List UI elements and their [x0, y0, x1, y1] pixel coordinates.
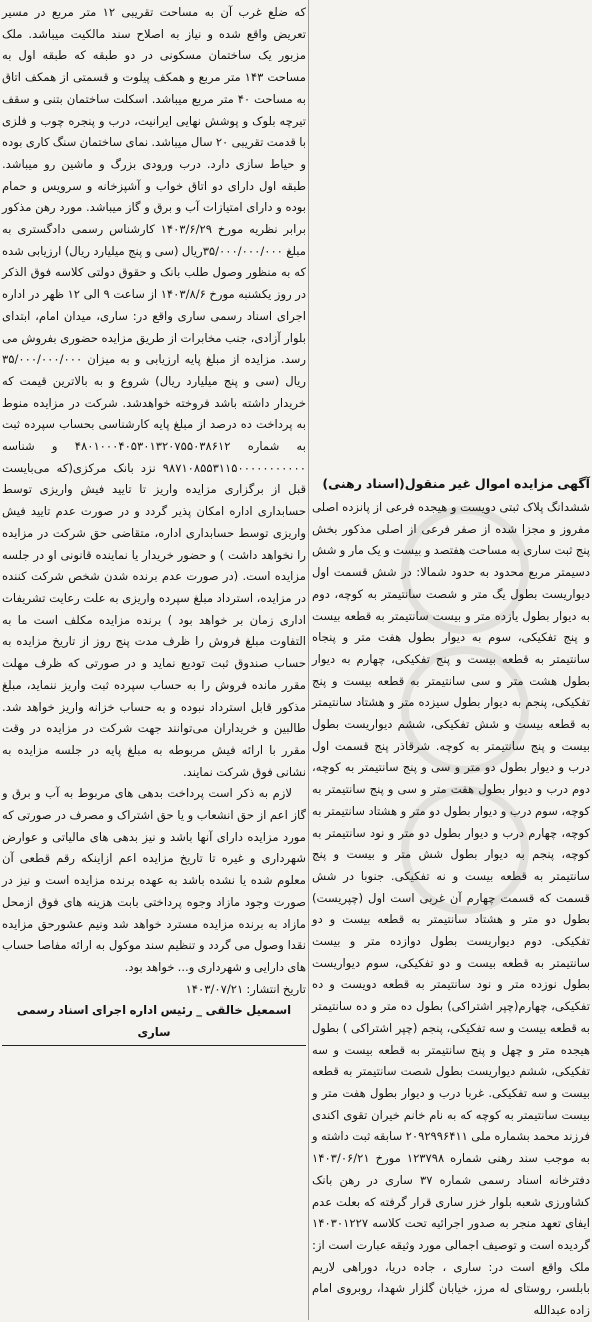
signature: اسمعیل خالقی _ رئیس اداره اجرای اسناد رسمی ساری: [2, 1000, 306, 1045]
left-paragraph-2: لازم به ذکر است پرداخت بدهی های مربوط به آب و برق و گاز اعم از حق انشعاب و یا حق اشتراک و مصرف در صورتی که مورد مزایده دارای آنها باشد و نیز بدهی های مالیاتی و عوارض شهرداری و غیره تا تاریخ مزایده اعم ازاینکه رقم قطعی آن معلوم شده یا نشده باشد به عهده برنده مزایده است و نیز در صورت وجود مازاد وجوه پرداختی بابت هزینه های فوق ازمحل مازاد به برنده مزایده مسترد خواهد شد ونیم عشورحق مزایده نقدا وصول می گردد و تنظیم سند موکول به ارائه مفاصا حساب های دارایی و شهرداری و... خواهد بود.: [2, 786, 306, 974]
left-column: [2, 2, 306, 1046]
auction-title: آگهی مزایده اموال غیر منقول(اسناد رهنی): [322, 476, 590, 491]
right-column: [312, 473, 590, 1322]
publish-date: ۱۴۰۳/۰۷/۲۱: [185, 981, 244, 996]
publish-date-label: تاریخ انتشار:: [246, 981, 306, 996]
auction-body: ششدانگ پلاک ثبتی دویست و هیجده فرعی از پانزده اصلی مفروز و مجزا شده از صفر فرعی از اصلی مذکور بخش پنج ثبت ساری به مساحت هفتصد و بیست و یک مار و شش دسیمتر مربع محدود به حدود شمالا: در شش قسمت اول دیواریست بطول یگ متر و شصت سانتیمتر به کوچه، دوم به دیوار بطول یازده متر و بیست سانتیمتر به قطعه بیست و پنج تفکیکی، سوم به دیوار بطول هفت متر و پنجاه سانتیمتر به قطعه بیست و پنج تفکیکی، چهارم به دیوار بطول هشت متر و سی سانتیمتر به قطعه بیست و پنج تفکیکی، پنجم به دیوار بطول سیزده متر و هشتاد سانتیمتر به قطعه بیست و شش تفکیکی، ششم دیواریست بطول بیست و پنج سانتیمتر به کوچه. شرقاذر پنج قسمت اول درب و دیوار بطول دو متر و سی و پنج سانتیمتر به کوچه، دوم درب و دیوار بطول هفت متر و سی و پنج سانتیمتر به کوچه، سوم درب و دیوار بطول دو متر و هشتاد سانتیمتر به کوچه، چهارم درب و دیوار بطول دو متر و نود سانتیمتر به کوچه، پنجم به دیوار بطول شش متر و بیست و پنج سانتیمتر به قطعه بیست و نه تفکیکی. جنوبا در شش قسمت که قسمت چهارم آن غربی است اول (چپریست) بطول دو متر و هشتاد سانتیمتر به قطعه بیست و دو تفکیکی. دوم دیواریست بطول دوازده متر و بیست سانتیمتر به قطعه بیست و دو تفکیکی، سوم دیواریست بطول نوزده متر و نود سانتیمتر به قطعه دویست و ده تفکیکی، چهارم(چپر اشتراکی) بطول ده متر و ده سانتیمتر به قطعه بیست و سه تفکیکی، پنجم (چپر اشتراکی ) بطول هیجده متر و چهل و پنج سانتیمتر به قطعه بیست و سه تفکیکی، ششم دیواریست بطول شصت سانتیمتر به قطعه بیست و سه تفکیکی. غربا درب و دیوار بطول هفت متر و بیست سانتیمتر به کوچه که به نام خانم خیران تقوی اکندی فرزند محمد بشماره ملی ۲۰۹۲۹۹۶۴۱۱ سابقه ثبت داشته و به موجب سند رهنی شماره ۱۲۳۷۹۸ مورخ ۱۴۰۳/۰۶/۲۱ دفترخانه اسناد رسمی شماره ۳۷ ساری در رهن بانک کشاورزی شعبه بلوار خزر ساری قرار گرفته که بعلت عدم ایفای تعهد منجر به صدور اجرائیه تحت کلاسه ۱۴۰۳۰۱۲۲۷ گردیده است و توصیف اجمالی مورد وثیقه عبارت است از: ملک واقع است در: ساری ، جاده دریا، دوراهی لاریم بابلسر، روستای له مرز، خیابان گلزار شهدا، روبروی امام زاده عبدالله: [312, 500, 590, 1318]
left-paragraph-1: که ضلع غرب آن به مساحت تقریبی ۱۲ متر مربع در مسیر تعریض واقع شده و نیاز به اصلاح سند مالکیت میباشد. ملک مزبور یک ساختمان مسکونی در دو طبقه که طبقه اول به مساحت ۱۴۳ متر مربع و همکف پیلوت و قسمتی از همکف اتاق به مساحت ۴۰ متر مربع میباشد. اسکلت ساختمان بتنی و سقف تیرچه بلوک و پوشش نهایی ایرانیت، درب و پنجره چوب و فلزی با قدمت تقریبی ۲۰ سال میباشد. نمای ساختمان سنگ کاری بوده و حیاط سازی دارد. درب ورودی بزرگ و ماشین رو میباشد. طبقه اول دارای دو اتاق خواب و آشپزخانه و سرویس و حمام بوده و دارای امتیازات آب و برق و گاز میباشد. مورد رهن مذکور برابر نظریه مورخ ۱۴۰۳/۶/۲۹ کارشناس رسمی دادگستری به مبلغ ۳۵/۰۰۰/۰۰۰/۰۰۰ریال (سی و پنج میلیارد ریال) ارزیابی شده که به منظور وصول طلب بانک و حقوق دولتی کلاسه فوق الذکر در روز یکشنبه مورخ ۱۴۰۳/۸/۶ از ساعت ۹ الی ۱۲ ظهر در اداره اجرای اسناد رسمی ساری واقع در: ساری، میدان امام، ابتدای بلوار آزادی، جنب مخابرات از طریق مزایده حضوری بفروش می رسد. مزایده از مبلغ پایه ارزیابی و به میزان ۳۵/۰۰۰/۰۰۰/۰۰۰ ریال (سی و پنج میلیارد ریال) شروع و به بالاترین قیمت که خریدار داشته باشد فروخته خواهدشد. شرکت در مزایده منوط به پرداخت ده درصد از مبلغ پایه کارشناسی بحساب سپرده ثبت به شماره ۴۸۰۱۰۰۰۴۰۵۳۰۱۳۲۰۷۵۵۰۳۸۶۱۲ و شناسه ۹۸۷۱۰۸۵۵۳۱۱۵۰۰۰۰۰۰۰۰۰۰۰ نزد بانک مرکزی(که می‌بایست قبل از برگزاری مزایده واریز تا تایید فیش واریزی توسط حسابداری اداره امکان پذیر گردد و در صورت عدم تایید فیش واریزی توسط حسابداری اداره، متقاضی حق شرکت در مزایده را نخواهد داشت ) و حضور خریدار یا نماینده قانونی او در جلسه مزایده است. (در صورت عدم برنده شدن شخص شرکت کننده در مزایده، استرداد مبلغ سپرده واریزی به علت رعایت تشریفات اداری زمان بر خواهد بود ) برنده مزایده مکلف است ما به التفاوت مبلغ فروش را ظرف مدت پنج روز از تاریخ مزایده به حساب صندوق ثبت تودیع نماید و در صورتی که ظرف مهلت مقرر مانده فروش را به حساب سپرده ثبت واریز ننماید، مبلغ مذکور قابل استرداد نبوده و به حساب خزانه واریز خواهد شد. طالبین و خریداران می‌توانند جهت شرکت در مزایده در وقت مقرر با ارائه فیش مربوطه به مبلغ پایه در جلسه مزایده به نشانی فوق شرکت نمایند.: [2, 5, 307, 779]
column-divider: [308, 0, 309, 1320]
publish-date-line: [2, 979, 306, 1001]
